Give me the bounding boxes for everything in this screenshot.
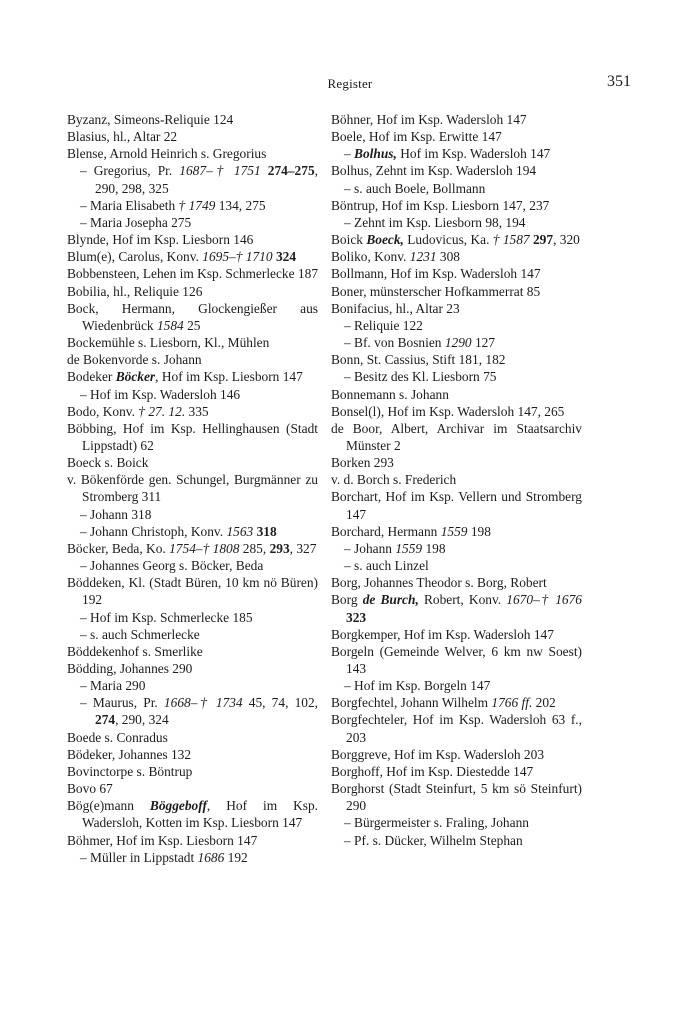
index-entry	[331, 454, 582, 471]
index-entry	[67, 283, 318, 300]
index-subentry	[67, 197, 318, 214]
entry-text: 285,	[239, 540, 270, 556]
entry-text: Böcker, Beda, Ko.	[67, 540, 170, 556]
index-entry	[67, 746, 318, 763]
entry-text: – Müller in Lippstadt	[80, 849, 198, 865]
entry-text: 25	[183, 317, 201, 333]
entry-text: – Johannes Georg s. Böcker, Beda	[80, 558, 264, 574]
index-entry	[331, 763, 582, 780]
index-entry	[67, 540, 318, 557]
index-entry	[67, 111, 318, 128]
entry-text: Robert, Konv.	[418, 592, 507, 608]
index-column-left	[67, 111, 318, 866]
entry-text: 1754–† 1808	[169, 540, 240, 556]
entry-text: – Maurus, Pr.	[80, 695, 164, 711]
index-subentry	[331, 317, 582, 334]
entry-text: Bodeker	[67, 369, 116, 385]
entry-text: Bolhus,	[354, 146, 397, 162]
entry-text: Bovinctorpe s. Böntrup	[67, 763, 193, 779]
entry-text: , 320	[553, 232, 580, 248]
index-subentry	[67, 386, 318, 403]
index-subentry	[331, 334, 582, 351]
index-entry	[67, 660, 318, 677]
entry-text: Boeck s. Boick	[67, 455, 149, 471]
entry-text: 318	[256, 523, 277, 539]
entry-text: 198	[422, 540, 446, 556]
index-subentry	[67, 506, 318, 523]
index-entry	[67, 574, 318, 608]
index-entry	[331, 111, 582, 128]
entry-text: Bödding, Johannes 290	[67, 661, 193, 676]
entry-text: , Hof im Ksp. Wadersloh, Kotten im Ksp. Liesborn 147	[82, 798, 319, 831]
entry-text: – Bürgermeister s. Fraling, Johann	[344, 815, 529, 831]
entry-text: 198	[467, 523, 491, 539]
entry-text: – Reliquie 122	[344, 317, 423, 333]
index-entry	[331, 523, 582, 540]
entry-text: – Maria Elisabeth	[80, 197, 179, 213]
entry-text: de Bokenvorde s. Johann	[67, 352, 202, 368]
entry-text: 1584	[156, 317, 184, 333]
entry-text: Borgfechteler, Hof im Ksp. Wadersloh 63 f., 203	[331, 712, 582, 745]
entry-text: Boele, Hof im Ksp. Erwitte 147	[331, 129, 502, 145]
entry-text: 45, 74, 102,	[242, 695, 319, 711]
entry-text: Borgfechtel, Johann Wilhelm	[331, 695, 492, 711]
index-entry	[331, 351, 582, 368]
entry-text: Bock, Hermann, Glockengießer aus Wiedenbrück	[67, 300, 318, 333]
entry-text: 1668–† 1734	[163, 695, 243, 711]
entry-text: Böhner, Hof im Ksp. Wadersloh 147	[331, 112, 527, 127]
index-subentry	[331, 540, 582, 557]
entry-text	[261, 163, 268, 178]
index-entry	[67, 368, 318, 385]
index-entry	[331, 231, 582, 248]
entry-text: † 1587	[492, 232, 530, 248]
index-entry	[67, 729, 318, 746]
entry-text: – Maria 290	[80, 678, 146, 694]
entry-text: , 290, 324	[115, 712, 169, 728]
entry-text: Blynde, Hof im Ksp. Liesborn 146	[67, 232, 254, 248]
index-entry	[331, 643, 582, 677]
entry-text: Böddeken, Kl. (Stadt Büren, 10 km nö Büren) 192	[67, 575, 318, 608]
index-subentry	[331, 145, 582, 162]
entry-text: Böddekenhof s. Smerlike	[67, 643, 203, 659]
index-entry	[67, 248, 318, 265]
entry-text: – s. auch Linzel	[344, 558, 429, 574]
entry-text: Bobbensteen, Lehen im Ksp. Schmerlecke 187	[67, 266, 319, 282]
index-entry	[67, 403, 318, 420]
entry-text: Böcker	[115, 369, 156, 385]
header-title: Register	[327, 76, 373, 91]
entry-text: Böhmer, Hof im Ksp. Liesborn 147	[67, 832, 258, 848]
entry-text: – Johann	[344, 540, 396, 556]
index-entry	[331, 711, 582, 745]
entry-text: Boner, münsterscher Hofkammerrat 85	[331, 283, 541, 299]
index-entry	[331, 403, 582, 420]
entry-text: 1670–† 1676	[506, 592, 582, 608]
entry-text: Byzanz, Simeons-Reliquie 124	[67, 112, 234, 127]
index-subentry	[331, 814, 582, 831]
entry-text: Bonifacius, hl., Altar 23	[331, 300, 460, 316]
entry-text: – s. auch Boele, Bollmann	[344, 180, 486, 196]
entry-text: de Boor, Albert, Archivar im Staatsarchiv Münster 2	[331, 420, 582, 453]
page-number: 351	[607, 73, 631, 90]
entry-text: Böggeboff	[149, 798, 207, 814]
entry-text: 1687–† 1751	[179, 163, 261, 179]
entry-text: † 27. 12.	[138, 403, 186, 419]
index-subentry	[331, 557, 582, 574]
entry-text: Boede s. Conradus	[67, 729, 168, 745]
entry-text: Bollmann, Hof im Ksp. Wadersloh 147	[331, 266, 541, 282]
index-entry	[331, 746, 582, 763]
entry-text: Borchart, Hof im Ksp. Vellern und Stromberg 147	[331, 489, 582, 522]
entry-text: – Hof im Ksp. Schmerlecke 185	[80, 609, 253, 625]
entry-text: – Johann Christoph, Konv.	[80, 523, 227, 539]
entry-text: , Hof im Ksp. Liesborn 147	[155, 369, 303, 385]
index-entry	[331, 488, 582, 522]
entry-text: Böntrup, Hof im Ksp. Liesborn 147, 237	[331, 197, 550, 213]
index-entry	[67, 643, 318, 660]
entry-text: Borg, Johannes Theodor s. Borg, Robert	[331, 575, 547, 591]
index-entry	[331, 780, 582, 814]
index-entry	[67, 351, 318, 368]
entry-text: Blasius, hl., Altar 22	[67, 129, 178, 145]
entry-text: 297	[532, 232, 554, 248]
entry-text: – Besitz des Kl. Liesborn 75	[344, 369, 497, 385]
index-subentry	[67, 214, 318, 231]
entry-text: Bonsel(l), Hof im Ksp. Wadersloh 147, 265	[331, 403, 565, 419]
entry-text: , 327	[289, 540, 317, 556]
entry-text: Blense, Arnold Heinrich s. Gregorius	[67, 146, 267, 162]
index-subentry	[67, 694, 318, 728]
entry-text: Bonnemann s. Johann	[331, 386, 449, 402]
entry-text: Boeck,	[366, 232, 404, 248]
entry-text: – Pf. s. Dücker, Wilhelm Stephan	[344, 832, 523, 848]
index-entry	[67, 454, 318, 471]
entry-text: Bolhus, Zehnt im Ksp. Wadersloh 194	[331, 163, 537, 179]
entry-text: Borghorst (Stadt Steinfurt, 5 km sö Steinfurt) 290	[331, 781, 582, 814]
entry-text: Boick	[331, 232, 367, 248]
entry-text: Borchard, Hermann	[331, 523, 441, 539]
entry-text: 134, 275	[215, 197, 266, 213]
index-entry	[331, 283, 582, 300]
entry-text: – Hof im Ksp. Borgeln 147	[344, 678, 491, 694]
index-entry	[331, 386, 582, 403]
entry-text: – Gregorius, Pr.	[80, 163, 180, 179]
index-subentry	[67, 609, 318, 626]
index-entry	[67, 145, 318, 162]
entry-text: Bobilia, hl., Reliquie 126	[67, 283, 203, 299]
entry-text: Borggreve, Hof im Ksp. Wadersloh 203	[331, 746, 545, 762]
entry-text: Hof im Ksp. Wadersloh 147	[396, 146, 551, 162]
index-entry	[331, 574, 582, 591]
index-subentry	[331, 214, 582, 231]
index-entry	[67, 300, 318, 334]
entry-text: 1559	[440, 523, 468, 539]
entry-text: Bög(e)mann	[67, 798, 150, 814]
entry-text: † 1749	[178, 197, 216, 213]
entry-text: 1559	[395, 540, 423, 556]
index-entry	[331, 197, 582, 214]
entry-text: Borgeln (Gemeinde Welver, 6 km nw Soest) 143	[331, 643, 582, 676]
entry-text: 1695–† 1710	[202, 249, 273, 265]
index-entry	[331, 694, 582, 711]
entry-text: 335	[185, 403, 209, 419]
entry-text: Bödeker, Johannes 132	[67, 746, 192, 762]
index-subentry	[67, 626, 318, 643]
entry-text: 1231	[409, 249, 437, 265]
entry-text: Bockemühle s. Liesborn, Kl., Mühlen	[67, 335, 270, 351]
entry-text: 1563	[226, 523, 254, 539]
entry-text: Boliko, Konv.	[331, 249, 410, 265]
entry-text: 1290	[444, 335, 472, 351]
index-column-right	[331, 111, 582, 849]
entry-text: 293	[269, 540, 290, 556]
entry-text: , 290, 298, 325	[95, 163, 318, 196]
index-subentry	[331, 677, 582, 694]
entry-text: Bovo 67	[67, 781, 113, 797]
entry-text: 324	[275, 249, 297, 265]
index-entry	[331, 626, 582, 643]
index-entry	[331, 471, 582, 488]
entry-text: 274–275	[267, 163, 315, 179]
entry-text: –	[344, 146, 355, 162]
index-entry	[331, 265, 582, 282]
entry-text: – s. auch Schmerlecke	[80, 626, 200, 642]
index-entry	[67, 763, 318, 780]
entry-text: – Maria Josepha 275	[80, 214, 192, 230]
entry-text: 1686	[197, 849, 225, 865]
index-entry	[331, 162, 582, 179]
index-entry	[67, 471, 318, 505]
entry-text: – Hof im Ksp. Wadersloh 146	[80, 386, 241, 402]
index-subentry	[331, 368, 582, 385]
index-entry	[67, 420, 318, 454]
entry-text: 127	[471, 335, 496, 351]
index-subentry	[331, 832, 582, 849]
index-entry	[67, 832, 318, 849]
index-subentry	[67, 557, 318, 574]
entry-text: v. d. Borch s. Frederich	[331, 472, 457, 488]
entry-text: Bodo, Konv.	[67, 403, 139, 419]
entry-text: 202	[532, 695, 556, 711]
index-entry	[67, 231, 318, 248]
index-entry	[331, 300, 582, 317]
entry-text: 308	[436, 249, 460, 265]
entry-text: Bonn, St. Cassius, Stift 181, 182	[331, 352, 506, 368]
index-entry	[67, 334, 318, 351]
index-entry	[67, 265, 318, 282]
entry-text: Böbbing, Hof im Ksp. Hellinghausen (Stadt Lippstadt) 62	[67, 420, 318, 453]
entry-text: Borghoff, Hof im Ksp. Diestedde 147	[331, 763, 534, 779]
entry-text: Blum(e), Carolus, Konv.	[67, 249, 203, 265]
index-entry	[67, 797, 318, 831]
index-entry	[331, 420, 582, 454]
entry-text: Borken 293	[331, 455, 394, 471]
entry-text: v. Bökenförde gen. Schungel, Burgmänner zu Stromberg 311	[67, 472, 318, 505]
index-subentry	[67, 523, 318, 540]
entry-text: 192	[224, 849, 248, 865]
index-entry	[67, 128, 318, 145]
index-entry	[331, 248, 582, 265]
entry-text: – Bf. von Bosnien	[344, 335, 445, 351]
index-subentry	[67, 849, 318, 866]
entry-text: Borg	[331, 592, 363, 608]
entry-text: 323	[346, 609, 367, 625]
entry-text: Borgkemper, Hof im Ksp. Wadersloh 147	[331, 626, 554, 642]
entry-text: Ludovicus, Ka.	[403, 232, 493, 248]
index-entry	[331, 591, 582, 625]
index-entry	[67, 780, 318, 797]
entry-text: 274	[95, 712, 116, 728]
index-subentry	[67, 677, 318, 694]
entry-text: – Johann 318	[80, 506, 152, 522]
entry-text: – Zehnt im Ksp. Liesborn 98, 194	[344, 214, 526, 230]
index-subentry	[331, 180, 582, 197]
index-subentry	[67, 162, 318, 196]
index-entry	[331, 128, 582, 145]
entry-text: de Burch,	[362, 592, 419, 608]
entry-text: 1766 ff.	[491, 695, 533, 711]
